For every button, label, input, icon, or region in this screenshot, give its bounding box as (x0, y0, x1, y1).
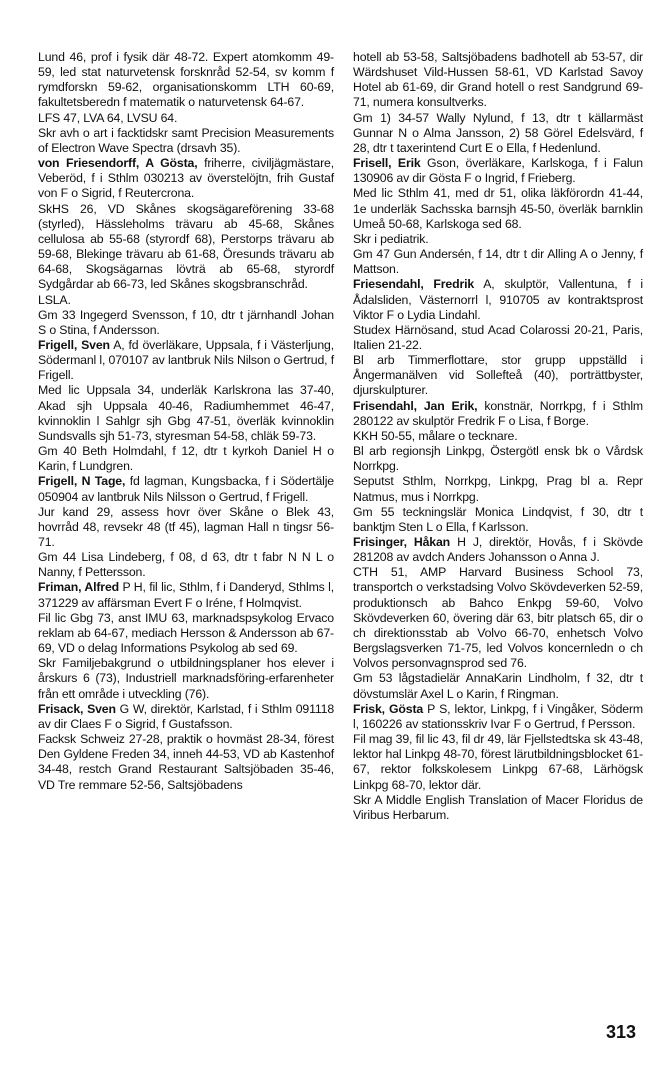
entry-paragraph (353, 111, 643, 156)
entry-text: Skr A Middle English Translation of Macer Floridus de Viribus Herbarum. (353, 792, 643, 822)
entry-paragraph (38, 126, 334, 156)
entry-paragraph (38, 202, 334, 293)
entry-paragraph (38, 550, 334, 580)
entry-paragraph (353, 353, 643, 398)
entry-paragraph (353, 50, 643, 111)
entry-text: Gm 55 teckningslär Monica Lindqvist, f 30, dtr t banktjm Sten L o Ella, f Karlsson. (353, 504, 643, 534)
entry-text: A, fd överläkare, Uppsala, f i Västerljung, Södermanl l, 070107 av lantbruk Nils Nilson o Gertrud, f Frigell. (38, 337, 334, 383)
entry-text: Fil lic Gbg 73, anst IMU 63, marknadspsykolog Ervaco reklam ab 64-67, mediach Hersson & Andersson ab 67-69, VD o delag Informations Psykolog ab sed 69. (38, 610, 334, 656)
entry-text: Skr i pediatrik. (353, 231, 429, 246)
entry-paragraph (38, 611, 334, 656)
entry-name: Frigell, N Tage, (38, 474, 126, 489)
entry-text: Studex Härnösand, stud Acad Colarossi 20-21, Paris, Italien 21-22. (353, 322, 643, 352)
entry-text: Gm 44 Lisa Lindeberg, f 08, d 63, dtr t fabr N N L o Nanny, f Pettersson. (38, 550, 334, 580)
entry-paragraph (353, 247, 643, 277)
entry-heading-paragraph (353, 535, 643, 565)
entry-paragraph (353, 444, 643, 474)
entry-text: Skr Familjebakgrund o utbildningsplaner hos elever i årskurs 6 (73), Industriell marknadsföring-erfarenheter från ett område i utveckling (76). (38, 656, 334, 701)
entry-heading-paragraph (38, 702, 334, 732)
entry-text: CTH 51, AMP Harvard Business School 73, transportch o verkstadsing Volvo Skövdeverken 52-59, produktionsch ab Bahco Enkpg 59-60, Volvo Skövdeverken 60, övering där 63, bitr platsch 65, dir o ch direktionsstab ab Volvo 66-70, enhetsch Volvo Bergslagsverken 71-75, led Volvos koncernledn o ch Volvos personvagnsprod sed 76. (353, 565, 643, 671)
entry-text: H J, direktör, Hovås, f i Skövde 281208 av avdch Anders Johansson o Anna J. (353, 535, 643, 565)
entry-heading-paragraph (353, 277, 643, 322)
entry-text: Bl arb Timmerflottare, stor grupp uppställd i Ångermanälven vid Sollefteå (40), porträttbyster, djurskulpturer. (353, 353, 643, 398)
entry-text: Jur kand 29, assess hovr över Skåne o Blek 43, hovrråd 48, revsekr 48 (tf 45), lagman Hall n tingsr 56-71. (38, 504, 334, 549)
entry-name: Frisinger, Håkan (353, 535, 451, 549)
entry-name: Frisk, Gösta (353, 701, 424, 716)
entry-heading-paragraph (38, 474, 334, 504)
entry-text: Gm 47 Gun Andersén, f 14, dtr t dir Alling A o Jenny, f Mattson. (353, 247, 643, 277)
entry-text: G W, direktör, Karlstad, f i Sthlm 091118 av dir Claes F o Sigrid, f Gustafsson. (38, 701, 335, 731)
entry-paragraph (38, 308, 334, 338)
entry-text: Gm 53 lågstadielär AnnaKarin Lindholm, f 32, dtr t dövstumslär Axel L o Karin, f Ringman. (353, 671, 643, 701)
entry-paragraph (353, 323, 643, 353)
left-column (38, 50, 334, 793)
entry-name: Frisack, Sven (38, 701, 116, 716)
entry-name: Frisell, Erik (353, 156, 421, 171)
entry-heading-paragraph (353, 702, 643, 732)
entry-text: Seputst Sthlm, Norrkpg, Linkpg, Prag bl a. Repr Natmus, mus i Norrkpg. (353, 474, 643, 504)
entry-text: Bl arb regionsjh Linkpg, Östergötl ensk bk o Vårdsk Norrkpg. (353, 444, 643, 474)
entry-paragraph (38, 656, 334, 701)
entry-text: KKH 50-55, målare o tecknare. (353, 428, 518, 443)
entry-heading-paragraph (38, 338, 334, 383)
entry-paragraph (353, 232, 643, 247)
entry-name: Friesendahl, Fredrik (353, 277, 475, 292)
entry-paragraph (38, 383, 334, 444)
entry-heading-paragraph (353, 399, 643, 429)
entry-text: friherre, civiljägmästare, Veberöd, f i Sthlm 030213 av överstelöjtn, frih Gustaf von F o Sigrid, f Reutercrona. (38, 156, 335, 201)
entry-text: Gm 33 Ingegerd Svensson, f 10, dtr t järnhandl Johan S o Stina, f Andersson. (38, 307, 334, 337)
entry-text: Gm 1) 34-57 Wally Nylund, f 13, dtr t källarmäst Gunnar N o Alma Jansson, 2) 58 Görel Edelsvärd, f 28, dtr t taxerintend Curt E o Ella, f Hedenlund. (353, 110, 643, 155)
entry-text: hotell ab 53-58, Saltsjöbadens badhotell ab 53-57, dir Wärdshuset Vild-Hussen 58-61, VD Karlstad Savoy Hotel ab 61-69, dir Grand hotell o rest Sandgrund 69-71, numera konsultverks. (353, 50, 643, 110)
entry-text: P H, fil lic, Sthlm, f i Danderyd, Sthlms l, 371229 av affärsman Evert F o Iréne, f Holmqvist. (38, 580, 334, 610)
entry-name: Frisendahl, Jan Erik, (353, 398, 478, 413)
entry-paragraph (353, 186, 643, 231)
entry-heading-paragraph (38, 156, 334, 201)
entry-paragraph (38, 293, 334, 308)
entry-paragraph (38, 732, 334, 793)
entry-name: Frigell, Sven (38, 337, 110, 352)
entry-heading-paragraph (38, 580, 334, 610)
entry-text: Lund 46, prof i fysik där 48-72. Expert atomkomm 49-59, led stat naturvetensk forsknråd 52-54, sv komm f rymdforskn 59-62, organisationskomm LTH 60-69, fakultetsberedn f matematik o naturvetensk 64-67. (38, 50, 334, 110)
entry-text: Fil mag 39, fil lic 43, fil dr 49, lär Fjellstedtska sk 43-48, lektor hal Linkpg 48-70, förest lärutbildningsblocket 61-67, rektor folkskolesem Linkpg 67-68, Lärhögsk Linkpg 68-70, lektor där. (353, 732, 643, 792)
entry-paragraph (38, 505, 334, 550)
entry-name: von Friesendorff, A Gösta, (38, 156, 198, 171)
entry-paragraph (353, 732, 643, 793)
entry-paragraph (353, 671, 643, 701)
entry-text: Med lic Sthlm 41, med dr 51, olika läkförordn 41-44, 1e underläk Sachsska barnsjh 45-50, överläk barnklin Umeå 50-68, Karlskoga sed 68. (353, 186, 643, 231)
entry-paragraph (38, 50, 334, 111)
entry-text: fd lagman, Kungsbacka, f i Södertälje 050904 av lantbruk Nils Nilsson o Gertrud, f Frigell. (38, 474, 334, 504)
entry-text: konstnär, Norrkpg, f i Sthlm 280122 av skulptör Fredrik F o Lisa, f Borge. (353, 398, 643, 428)
entry-text: LSLA. (38, 292, 71, 307)
entry-paragraph (353, 474, 643, 504)
entry-text: P S, lektor, Linkpg, f i Vingåker, Söderm l, 160226 av stationsskriv Ivar F o Gertrud, f Persson. (353, 701, 643, 731)
entry-text: SkHS 26, VD Skånes skogsägareförening 33-68 (styrled), Hässleholms trävaru ab 45-68, Skånes cellulosa ab 55-68 (styrordf 68), Perstorps trävaru ab 59-68, Blekinge trävaru ab 61-68, Öresunds trävaru ab 64-68, Skogsägarnas lövträ ab 65-68, styrordf Sydgårdar ab 66-73, led Skånes skogsbranschråd. (38, 201, 334, 292)
entry-paragraph (38, 444, 334, 474)
entry-text: Med lic Uppsala 34, underläk Karlskrona las 37-40, Akad sjh Uppsala 40-46, Radiumhemmet 46-47, kvinnoklin l Sahlgr sjh Gbg 47-51, överläk kvinnoklin Sundsvalls sjh 51-73, styresman 54-58, chläk 59-73. (38, 383, 334, 443)
right-column (353, 50, 643, 823)
entry-paragraph (38, 111, 334, 126)
entry-paragraph (353, 429, 643, 444)
entry-text: A, skulptör, Vallentuna, f i Ådalsliden, Västernorrl l, 910705 av kontraktsprost Viktor F o Lydia Lindahl. (353, 277, 643, 322)
entry-text: Gm 40 Beth Holmdahl, f 12, dtr t kyrkoh Daniel H o Karin, f Lundgren. (38, 444, 334, 474)
entry-paragraph (353, 565, 643, 671)
entry-name: Friman, Alfred (38, 580, 119, 595)
entry-text: LFS 47, LVA 64, LVSU 64. (38, 110, 178, 125)
page-number: 313 (606, 1022, 637, 1042)
entry-paragraph (353, 793, 643, 823)
entry-paragraph (353, 505, 643, 535)
entry-heading-paragraph (353, 156, 643, 186)
entry-text: Facksk Schweiz 27-28, praktik o hovmäst 28-34, förest Den Gyldene Freden 34, inneh 44-53, VD ab Kastenhof 34-48, restch Grand Restaurant Saltsjöbaden 35-46, VD Tre remmare 52-56, Saltsjöbadens (38, 732, 334, 792)
entry-text: Gson, överläkare, Karlskoga, f i Falun 130906 av dir Gösta F o Ingrid, f Frieberg. (353, 156, 643, 186)
entry-text: Skr avh o art i facktidskr samt Precision Measurements of Electron Wave Spectra (drsavh 35). (38, 125, 334, 155)
